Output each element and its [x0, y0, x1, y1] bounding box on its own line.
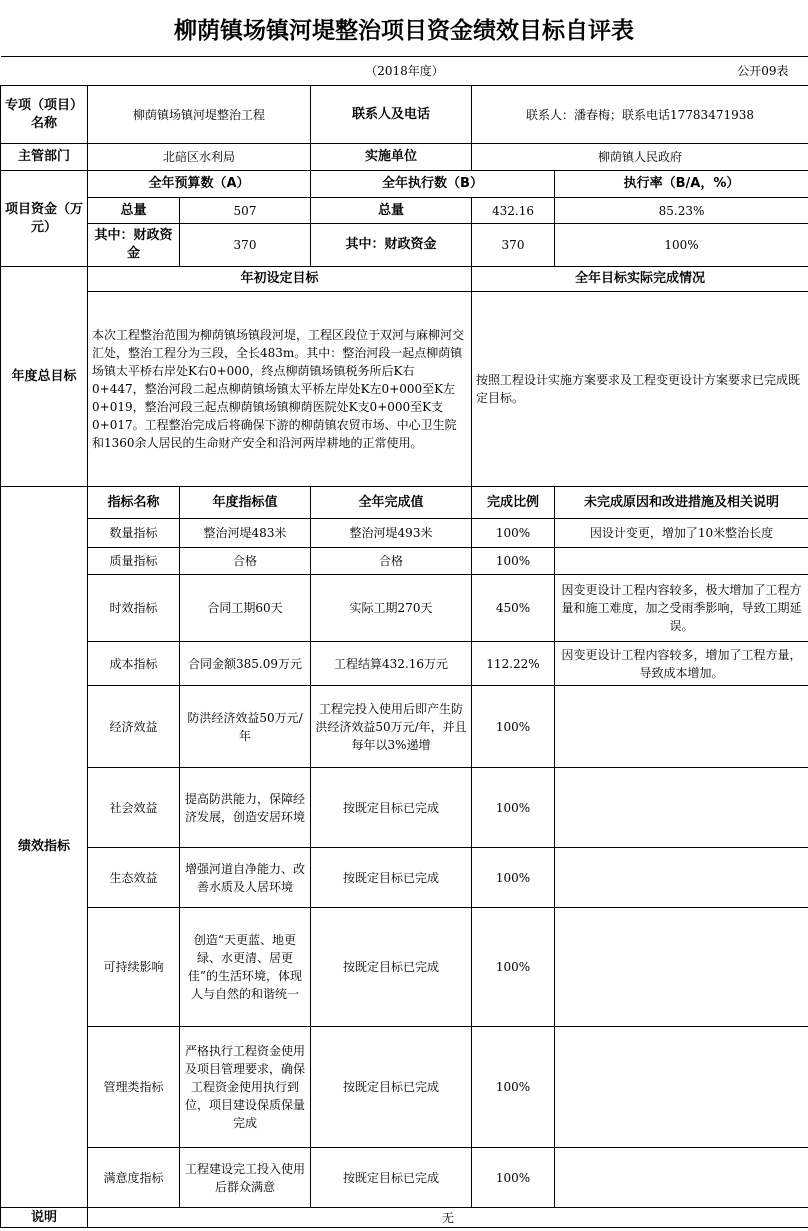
indicator-ratio: 100%: [472, 768, 555, 848]
indicator-ratio: 100%: [472, 1027, 555, 1148]
goal-header-row: [1, 267, 808, 292]
exec-header: 全年执行数（B）: [311, 171, 555, 198]
indicator-actual: 按既定目标已完成: [311, 1027, 472, 1148]
indicator-note: [555, 768, 808, 848]
indicator-note: 因设计变更，增加了10米整治长度: [555, 519, 808, 548]
indicator-ratio: 100%: [472, 548, 555, 575]
table-row: [1, 1027, 808, 1148]
table-row: [1, 519, 808, 548]
indicator-name: 质量指标: [88, 548, 180, 575]
indicator-actual: 按既定目标已完成: [311, 908, 472, 1027]
budget-header: 全年预算数（A）: [88, 171, 311, 198]
total-exec-label: 总量: [311, 198, 472, 224]
impl-label: 实施单位: [311, 144, 472, 171]
indicator-name: 满意度指标: [88, 1148, 180, 1208]
actual-goal-header: 全年目标实际完成情况: [472, 267, 808, 292]
fiscal-exec: 370: [472, 224, 555, 267]
project-name-value: 柳荫镇场镇河堤整治工程: [88, 86, 311, 144]
indicator-name: 数量指标: [88, 519, 180, 548]
indicator-name: 生态效益: [88, 848, 180, 908]
total-rate: 85.23%: [555, 198, 808, 224]
year-cell: [1, 57, 808, 86]
remark-label: 说明: [1, 1208, 88, 1228]
year-row: [1, 57, 808, 86]
doc-code: 公开09表: [737, 64, 789, 78]
indicators-label: 绩效指标: [1, 487, 88, 1208]
table-row: [1, 848, 808, 908]
table-row: [1, 548, 808, 575]
header-ratio: 完成比例: [472, 487, 555, 519]
indicator-ratio: 450%: [472, 575, 555, 642]
indicator-note: 因变更设计工程内容较多，增加了工程方量，导致成本增加。: [555, 642, 808, 686]
indicator-note: [555, 908, 808, 1027]
impl-value: 柳荫镇人民政府: [472, 144, 808, 171]
indicator-actual: 按既定目标已完成: [311, 1148, 472, 1208]
remark-row: [1, 1208, 808, 1228]
indicator-name: 经济效益: [88, 686, 180, 768]
table-row: [1, 575, 808, 642]
indicator-ratio: 100%: [472, 1148, 555, 1208]
indicator-note: [555, 686, 808, 768]
fiscal-rate: 100%: [555, 224, 808, 267]
table-row: [1, 908, 808, 1027]
indicator-actual: 工程结算432.16万元: [311, 642, 472, 686]
indicator-actual: 合格: [311, 548, 472, 575]
total-label: 总量: [88, 198, 180, 224]
indicator-target: 合格: [180, 548, 311, 575]
contact-label: 联系人及电话: [311, 86, 472, 144]
indicator-name: 管理类指标: [88, 1027, 180, 1148]
funds-total-row: [1, 198, 808, 224]
header-target: 年度指标值: [180, 487, 311, 519]
fiscal-budget: 370: [180, 224, 311, 267]
total-budget: 507: [180, 198, 311, 224]
total-exec: 432.16: [472, 198, 555, 224]
indicator-actual: 按既定目标已完成: [311, 848, 472, 908]
table-row: [1, 686, 808, 768]
indicator-ratio: 100%: [472, 848, 555, 908]
indicator-actual: 工程完投入使用后即产生防洪经济效益50万元/年，并且每年以3%递增: [311, 686, 472, 768]
indicator-target: 防洪经济效益50万元/年: [180, 686, 311, 768]
goal-label: 年度总目标: [1, 267, 88, 487]
indicator-ratio: 100%: [472, 908, 555, 1027]
table-row: [1, 768, 808, 848]
fiscal-label: 其中：财政资金: [88, 224, 180, 267]
evaluation-table: [0, 56, 808, 1228]
contact-value: 联系人：潘春梅；联系电话17783471938: [472, 86, 808, 144]
indicator-target: 提高防洪能力，保障经济发展，创造安居环境: [180, 768, 311, 848]
funds-fiscal-row: [1, 224, 808, 267]
indicator-target: 合同金额385.09万元: [180, 642, 311, 686]
indicator-actual: 按既定目标已完成: [311, 768, 472, 848]
indicator-target: 创造“天更蓝、地更绿、水更清、居更佳”的生活环境，体现人与自然的和谐统一: [180, 908, 311, 1027]
remark-value: 无: [88, 1208, 808, 1228]
fiscal-exec-label: 其中：财政资金: [311, 224, 472, 267]
indicator-name: 可持续影响: [88, 908, 180, 1027]
indicator-name: 成本指标: [88, 642, 180, 686]
funds-header-row: [1, 171, 808, 198]
indicator-target: 工程建设完工投入使用后群众满意: [180, 1148, 311, 1208]
indicator-target: 严格执行工程资金使用及项目管理要求，确保工程资金使用执行到位，项目建设保质保量完成: [180, 1027, 311, 1148]
dept-row: [1, 144, 808, 171]
project-row: [1, 86, 808, 144]
indicator-ratio: 100%: [472, 519, 555, 548]
table-row: [1, 642, 808, 686]
indicator-header-row: [1, 487, 808, 519]
fiscal-year: （2018年度）: [365, 64, 444, 78]
indicator-actual: 实际工期270天: [311, 575, 472, 642]
indicator-ratio: 100%: [472, 686, 555, 768]
table-row: [1, 1148, 808, 1208]
indicator-target: 整治河堤483米: [180, 519, 311, 548]
indicator-ratio: 112.22%: [472, 642, 555, 686]
dept-label: 主管部门: [1, 144, 88, 171]
indicator-target: 增强河道自净能力、改善水质及人居环境: [180, 848, 311, 908]
actual-goal-text: 按照工程设计实施方案要求及工程变更设计方案要求已完成既定目标。: [472, 292, 808, 487]
dept-value: 北碚区水利局: [88, 144, 311, 171]
page-title: 柳荫镇场镇河堤整治项目资金绩效目标自评表: [174, 17, 634, 44]
initial-goal-header: 年初设定目标: [88, 267, 472, 292]
funds-label: 项目资金（万元）: [1, 171, 88, 267]
project-name-label: 专项（项目）名称: [1, 86, 88, 144]
indicator-note: [555, 1148, 808, 1208]
indicator-name: 社会效益: [88, 768, 180, 848]
indicator-target: 合同工期60天: [180, 575, 311, 642]
indicator-note: 因变更设计工程内容较多，极大增加了工程方量和施工难度，加之受雨季影响，导致工期延误。: [555, 575, 808, 642]
indicator-note: [555, 848, 808, 908]
initial-goal-text: 本次工程整治范围为柳荫镇场镇段河堤，工程区段位于双河与麻柳河交汇处，整治工程分为三段，全长483m。其中：整治河段一起点柳荫镇场镇太平桥右岸处K右0+000，终点柳荫镇场镇税务所后K右0+447，整治河段二起点柳荫镇场镇太平桥左岸处K左0+000至K左0+019，整治河段三起点柳荫镇场镇柳荫医院处K支0+000至K支0+017。工程整治完成后将确保下游的柳荫镇农贸市场、中心卫生院和1360余人居民的生命财产安全和沿河两岸耕地的正常使用。: [88, 292, 472, 487]
indicator-actual: 整治河堤493米: [311, 519, 472, 548]
header-note: 未完成原因和改进措施及相关说明: [555, 487, 808, 519]
indicator-note: [555, 548, 808, 575]
header-actual: 全年完成值: [311, 487, 472, 519]
indicator-note: [555, 1027, 808, 1148]
header-indicator-name: 指标名称: [88, 487, 180, 519]
rate-header: 执行率（B/A，%）: [555, 171, 808, 198]
goal-content-row: [1, 292, 808, 487]
indicator-name: 时效指标: [88, 575, 180, 642]
